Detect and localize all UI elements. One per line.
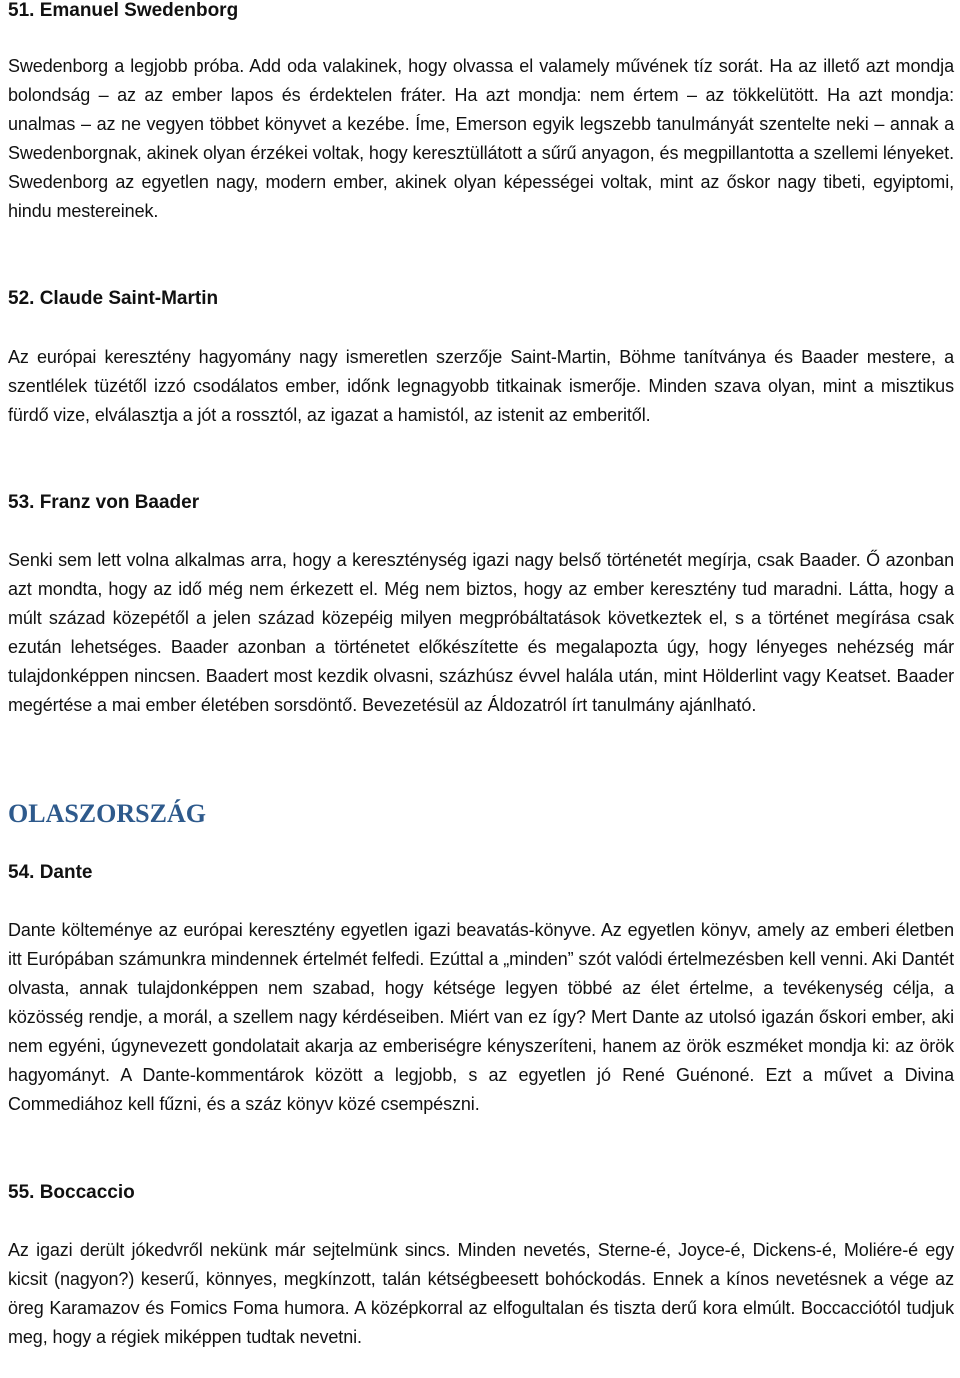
section-paragraph-boccaccio: Az igazi derült jókedvről nekünk már sejtelmünk sincs. Minden nevetés, Sterne-é, Joyce-é, Dickens-é, Moliére-é egy kicsit (nagyon?) keserű, könnyes, megkínzott, talán kétségbeesett bohóckodás. Ennek a kínos nevetésnek a vége az öreg Karamazov és Fomics Foma humora. A középkorral az elfogultalan és tiszta derű kora elmúlt. Boccacciótól tudjuk meg, hogy a régiek miképpen tudtak nevetni. <box>8 1240 954 1347</box>
section-heading-boccaccio: 55. Boccaccio <box>8 1182 135 1203</box>
country-heading: OLASZORSZÁG <box>8 799 206 828</box>
section-paragraph-saint-martin: Az európai keresztény hagyomány nagy ismeretlen szerzője Saint-Martin, Böhme tanítványa és Baader mestere, a szentlélek tüzétől izzó csodálatos ember, időnk legnagyobb titkainak ismerője. Minden szava olyan, mint a misztikus fürdő vize, elválasztja a jót a rossztól, az igazat a hamistól, az istenit az emberitől. <box>8 347 954 425</box>
section-heading-swedenborg: 51. Emanuel Swedenborg <box>8 0 239 21</box>
section-paragraph-dante: Dante költeménye az európai keresztény egyetlen igazi beavatás-könyve. Az egyetlen könyv, amely az emberi életben itt Európában számunkra mindennek értelmét felfedi. Ezúttal a „minden” szót valódi értelmezésben kell venni. Aki Dantét olvasta, annak tulajdonképpen nem szabad, hogy kétsége legyen többé az élet értelme, a tevékenység célja, a közösség rendje, a morál, a szellem nagy kérdéseiben. Miért van ez így? Mert Dante az utolsó igazán őskori ember, aki nem egyéni, úgynevezett gondolatait akarja az emberiségre kényszeríteni, hanem az örök eszméket mondja ki: az örök hagyományt. A Dante-kommentárok között a legjobb, s az egyetlen jó René Guénoné. Ezt a művet a Divina Commediához kell fűzni, és a száz könyv közé csempészni. <box>8 920 954 1114</box>
section-heading-dante: 54. Dante <box>8 862 93 883</box>
section-heading-baader: 53. Franz von Baader <box>8 492 200 513</box>
section-heading-saint-martin: 52. Claude Saint-Martin <box>8 288 219 309</box>
section-paragraph-baader: Senki sem lett volna alkalmas arra, hogy a kereszténység igazi nagy belső történetét megírja, csak Baader. Ő azonban azt mondta, hogy az idő még nem érkezett el. Még nem biztos, hogy az ember keresztény tud maradni. Látta, hogy a múlt század közepétől a jelen század közepéig milyen megpróbáltatások következtek el, s a történet megírása csak ezután lehetséges. Baader azonban a történetet előkészítette és megalapozta úgy, hogy lényeges nehézség már tulajdonképpen nincsen. Baadert most kezdik olvasni, százhúsz évvel halála után, mint Hölderlint vagy Keatset. Baader megértése a mai ember életében sorsdöntő. Bevezetésül az Áldozatról írt tanulmány ajánlható. <box>8 550 954 715</box>
section-paragraph-swedenborg: Swedenborg a legjobb próba. Add oda valakinek, hogy olvassa el valamely művének tíz sorát. Ha az illető azt mondja bolondság – az az ember lapos és érdektelen fráter. Ha azt mondja: nem értem – az tökkelütött. Ha azt mondja: unalmas – az ne vegyen többet könyvet a kezébe. Íme, Emerson egyik legszebb tanulmányát szentelte neki – annak a Swedenborgnak, akinek olyan érzékei voltak, hogy keresztüllátott a sűrű anyagon, és megpillantotta a szellemi lényeket. Swedenborg az egyetlen nagy, modern ember, akinek olyan képességei voltak, mint az őskor nagy tibeti, egyiptomi, hindu mestereinek. <box>8 56 954 221</box>
